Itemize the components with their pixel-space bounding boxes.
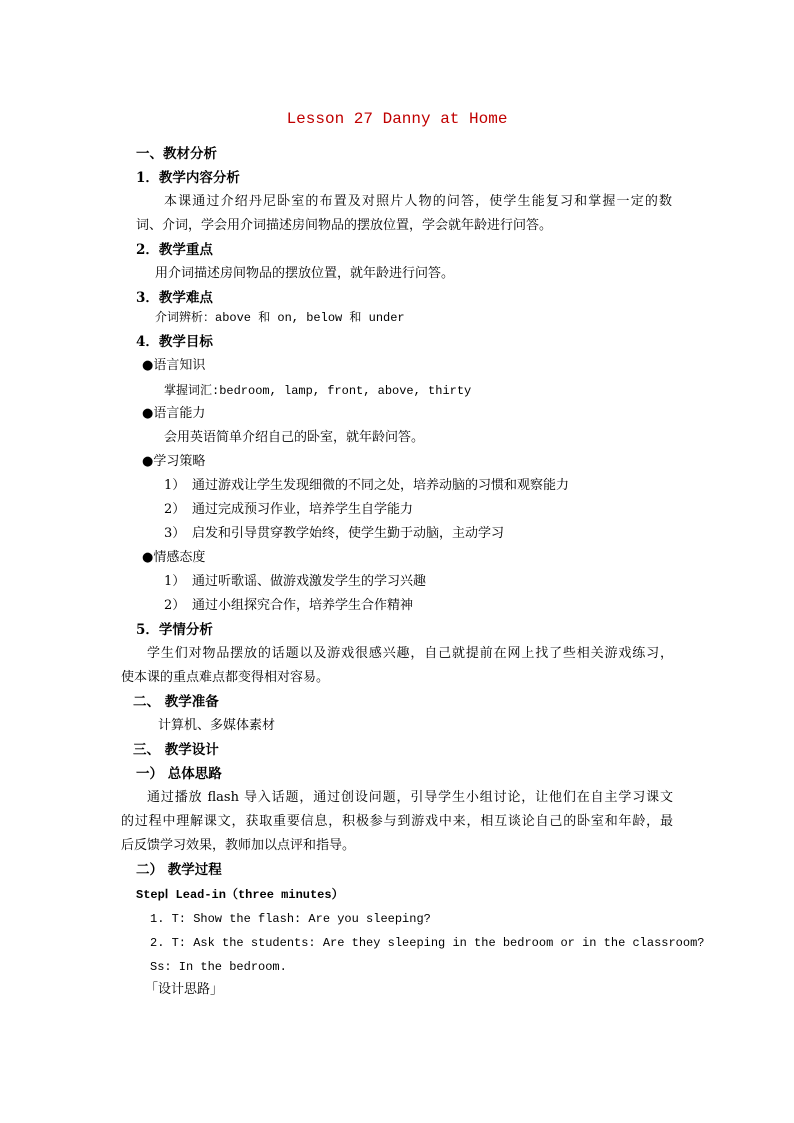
paragraph-line: 词、介词，学会用介词描述房间物品的摆放位置，学会就年龄进行问答。 <box>136 218 553 233</box>
step-heading: StepⅠ Lead-in（three minutes） <box>136 888 344 902</box>
list-text: 通过小组探究合作，培养学生合作精神 <box>192 598 414 613</box>
list-number: 2） <box>164 502 186 517</box>
list-item <box>164 574 426 590</box>
paragraph-line: 使本课的重点难点都变得相对容易。 <box>121 670 330 685</box>
objective-language-knowledge: ●语言知识 <box>142 358 206 373</box>
list-text: 通过完成预习作业，培养学生自学能力 <box>192 502 414 517</box>
paragraph-line: 的过程中理解课文，获取重要信息，积极参与到游戏中来，相互谈论自己的卧室和年龄，最 <box>121 814 673 829</box>
subheading-overall-idea: 一） 总体思路 <box>136 766 222 782</box>
subheading-student-analysis: 5．学情分析 <box>136 622 213 638</box>
step-line: 2. T: Ask the students: Are they sleeping in the bedroom or in the classroom? <box>150 936 705 950</box>
objective-text: 会用英语简单介绍自己的卧室，就年龄问答。 <box>164 430 425 445</box>
paragraph-line: 后反馈学习效果，教师加以点评和指导。 <box>121 838 356 853</box>
objective-language-ability: ●语言能力 <box>142 406 206 421</box>
list-text: 启发和引导贯穿教学始终，使学生勤于动脑，主动学习 <box>192 526 505 541</box>
list-item <box>164 526 504 542</box>
list-item <box>164 502 413 518</box>
list-number: 1） <box>164 478 186 493</box>
subheading-content-analysis: 1．教学内容分析 <box>136 170 240 186</box>
step-line: 1. T: Show the flash: Are you sleeping? <box>150 912 431 926</box>
list-number: 2） <box>164 598 186 613</box>
objective-text: 掌握词汇:bedroom, lamp, front, above, thirty <box>164 384 472 398</box>
page-title: Lesson 27 Danny at Home <box>286 110 508 128</box>
list-number: 1） <box>164 574 186 589</box>
subheading-teaching-process: 二） 教学过程 <box>136 862 222 878</box>
paragraph-line: 用介词描述房间物品的摆放位置，就年龄进行问答。 <box>155 266 455 281</box>
section-heading-analysis: 一、教材分析 <box>136 146 217 162</box>
section-heading-preparation: 二、 教学准备 <box>133 694 219 710</box>
step-line: Ss: In the bedroom. <box>150 960 287 974</box>
objective-emotion: ●情感态度 <box>142 550 206 565</box>
list-item <box>164 598 413 614</box>
list-text: 通过游戏让学生发现细微的不同之处，培养动脑的习惯和观察能力 <box>192 478 570 493</box>
difficulty-text: 介词辨析：above 和 on, below 和 under <box>155 311 405 325</box>
paragraph-line <box>155 310 405 326</box>
list-text: 通过听歌谣、做游戏激发学生的学习兴趣 <box>192 574 427 589</box>
section-heading-design: 三、 教学设计 <box>133 742 219 758</box>
subheading-difficulties: 3．教学难点 <box>136 290 213 306</box>
paragraph-line: 计算机、多媒体素材 <box>158 718 276 733</box>
subheading-objectives: 4．教学目标 <box>136 334 213 350</box>
design-note: 「设计思路」 <box>145 982 224 997</box>
paragraph-line: 本课通过介绍丹尼卧室的布置及对照片人物的问答，使学生能复习和掌握一定的数 <box>164 194 672 209</box>
paragraph-line: 通过播放 flash 导入话题，通过创设问题，引导学生小组讨论，让他们在自主学习课文 <box>147 790 673 805</box>
list-number: 3） <box>164 526 186 541</box>
objective-learning-strategy: ●学习策略 <box>142 454 206 469</box>
list-item <box>164 478 569 494</box>
subheading-key-points: 2．教学重点 <box>136 242 213 258</box>
paragraph-line: 学生们对物品摆放的话题以及游戏很感兴趣，自己就提前在网上找了些相关游戏练习， <box>147 646 673 661</box>
